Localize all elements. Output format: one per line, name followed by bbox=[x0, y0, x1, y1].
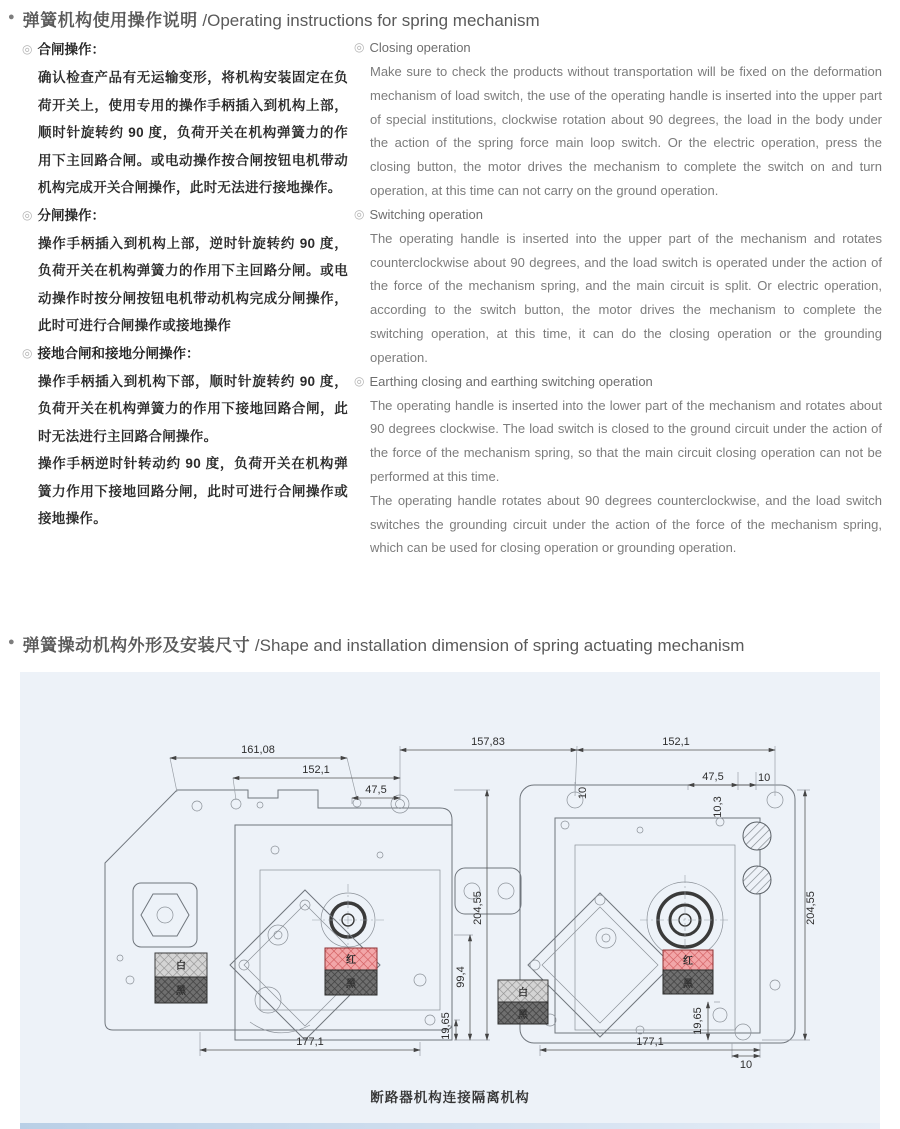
dim-label-152-1-right: 152,1 bbox=[662, 736, 690, 748]
drawing-caption: 断路器机构连接隔离机构 bbox=[370, 1090, 530, 1105]
en-heading-earthing: Earthing closing and earthing switching operation bbox=[369, 373, 653, 389]
dim-label-10-bottom: 10 bbox=[739, 1059, 753, 1070]
dim-label-157-83: 157,83 bbox=[471, 736, 505, 748]
title1-zh: 弹簧机构使用操作说明 bbox=[22, 11, 198, 30]
black-label: 黑 bbox=[518, 1010, 528, 1021]
connecting-link-drawing bbox=[455, 868, 521, 914]
dim-label-10-top-left: 10 bbox=[577, 786, 589, 800]
en-heading-closing: Closing operation bbox=[369, 40, 471, 55]
dim-label-19-65-right: 19,65 bbox=[692, 1007, 704, 1035]
en-section-closing bbox=[354, 36, 882, 203]
en-body-closing: Make sure to check the products without transportation will be fixed on the deformation mechanism of load switch, the use of the operating handle is inserted into the upper part of special institutions, clockwise rotation about 90 degrees, the load in the body under the action of the spring force main loop switch. Or the electric operation, press the closing button, the motor drives the mechanism to complete the switch on and turn operation, at this time can not carry on the ground operation. bbox=[370, 64, 882, 198]
right-white-black-indicator bbox=[498, 980, 548, 1024]
dim-label-204-55-right: 204,55 bbox=[805, 891, 817, 925]
title2-en: /Shape and installation dimension of spring actuating mechanism bbox=[254, 636, 745, 655]
dim-label-10-3: 10,3 bbox=[712, 796, 724, 818]
white-label: 白 bbox=[518, 988, 528, 999]
section-title-operating-instructions bbox=[8, 6, 540, 31]
en-body-switching: The operating handle is inserted into the upper part of the mechanism and rotates counterclockwise about 90 degrees, and the load switch is operated under the action of the force of the mechanism spring, and the main circuit is split. Or electric operation, according to the switch button, the motor drives the mechanism to complete the switching operation, at this time, it can do the closing operation or the grounding operation. bbox=[370, 230, 882, 365]
left-red-black-indicator bbox=[325, 948, 377, 995]
zh-heading-earthing: 接地合闸和接地分闸操作： bbox=[37, 345, 200, 361]
ring-bullet-icon: ◎ bbox=[354, 40, 365, 54]
dim-label-177-1-right: 177,1 bbox=[636, 1036, 664, 1048]
zh-body-switching: 操作手柄插入到机构上部，逆时针旋转约 90 度，负荷开关在机构弹簧力的作用下主回路分闸。或电动操作时按分闸按钮电机带动机构完成分闸操作，此时可进行合闸操作或接地操作 bbox=[38, 235, 348, 333]
ring-bullet-icon: ◎ bbox=[354, 373, 365, 388]
title2-zh: 弹簧操动机构外形及安装尺寸 bbox=[22, 636, 251, 655]
chinese-column bbox=[22, 36, 348, 560]
right-mechanism-drawing bbox=[498, 785, 795, 1043]
en-body-earthing-1: The operating handle is inserted into the lower part of the mechanism and rotates about 90 degrees clockwise. The load switch is closed to the ground circuit under the action of the force of the mechanism spring, so that the main circuit closing operation can not be performed at this time. bbox=[370, 397, 882, 484]
zh-body-closing: 确认检查产品有无运输变形，将机构安装固定在负荷开关上，使用专用的操作手柄插入到机构上部，顺时针旋转约 90 度，负荷开关在机构弹簧力的作用下主回路合闸。或电动操作按合闸按钮电机带动机构完成开关合闸操作，此时无法进行接地操作。 bbox=[38, 70, 348, 195]
footer-gradient-bar bbox=[20, 1123, 880, 1129]
red-label: 红 bbox=[683, 956, 693, 967]
dim-label-204-55-left: 204,55 bbox=[472, 891, 484, 925]
technical-drawing bbox=[20, 730, 880, 1070]
zh-body-earthing-1: 操作手柄插入到机构下部，顺时针旋转约 90 度，负荷开关在机构弹簧力的作用下接地回路合闸，此时无法进行主回路合闸操作。 bbox=[38, 373, 348, 444]
en-section-switching bbox=[354, 203, 882, 370]
red-label: 红 bbox=[346, 955, 356, 966]
zh-section-switching bbox=[22, 202, 348, 340]
zh-section-earthing bbox=[22, 340, 348, 533]
ring-bullet-icon: ◎ bbox=[354, 206, 365, 221]
drawing-panel bbox=[20, 672, 880, 1129]
dim-label-161-08: 161,08 bbox=[241, 744, 275, 756]
zh-heading-closing: 合闸操作： bbox=[37, 42, 105, 57]
dimension-annotations bbox=[170, 736, 817, 1070]
left-mechanism-drawing bbox=[105, 790, 452, 1040]
zh-section-closing bbox=[22, 36, 348, 202]
dim-label-47-5-right: 47,5 bbox=[702, 771, 724, 783]
ring-bullet-icon: ◎ bbox=[22, 42, 33, 56]
en-heading-switching: Switching operation bbox=[369, 206, 483, 222]
en-section-earthing bbox=[354, 370, 882, 561]
dim-label-177-1-left: 177,1 bbox=[296, 1036, 324, 1048]
dim-label-19-65-left: 19,65 bbox=[440, 1012, 452, 1040]
title1-en: /Operating instructions for spring mechanism bbox=[202, 11, 540, 30]
bullet-icon: ● bbox=[8, 636, 15, 648]
dim-label-10-top-right: 10 bbox=[758, 772, 771, 784]
bullet-icon: ● bbox=[8, 11, 15, 23]
dim-label-47-5-left: 47,5 bbox=[365, 784, 387, 796]
zh-body-earthing-2: 操作手柄逆时针转动约 90 度，负荷开关在机构弹簧力作用下接地回路分闸，此时可进行合闸操作或接地操作。 bbox=[38, 456, 348, 526]
dim-label-99-4: 99,4 bbox=[455, 966, 467, 988]
left-white-black-indicator bbox=[155, 953, 207, 1003]
right-red-black-indicator bbox=[663, 950, 713, 994]
black-label: 黑 bbox=[683, 979, 693, 990]
ring-bullet-icon: ◎ bbox=[22, 207, 33, 222]
zh-heading-switching: 分闸操作： bbox=[37, 207, 105, 223]
english-column bbox=[354, 36, 882, 560]
black-label: 黑 bbox=[346, 979, 356, 990]
dim-label-152-1-left: 152,1 bbox=[302, 764, 330, 776]
white-label: 白 bbox=[176, 961, 186, 972]
en-body-earthing-2: The operating handle rotates about 90 degrees counterclockwise, and the load switch switches the grounding circuit under the action of the force of the mechanism spring, which can be used for closing operation or grounding operation. bbox=[370, 492, 882, 556]
instructions-columns bbox=[22, 36, 894, 560]
section-title-shape-dimension bbox=[8, 631, 744, 656]
ring-bullet-icon: ◎ bbox=[22, 345, 33, 360]
black-label: 黑 bbox=[176, 986, 186, 997]
